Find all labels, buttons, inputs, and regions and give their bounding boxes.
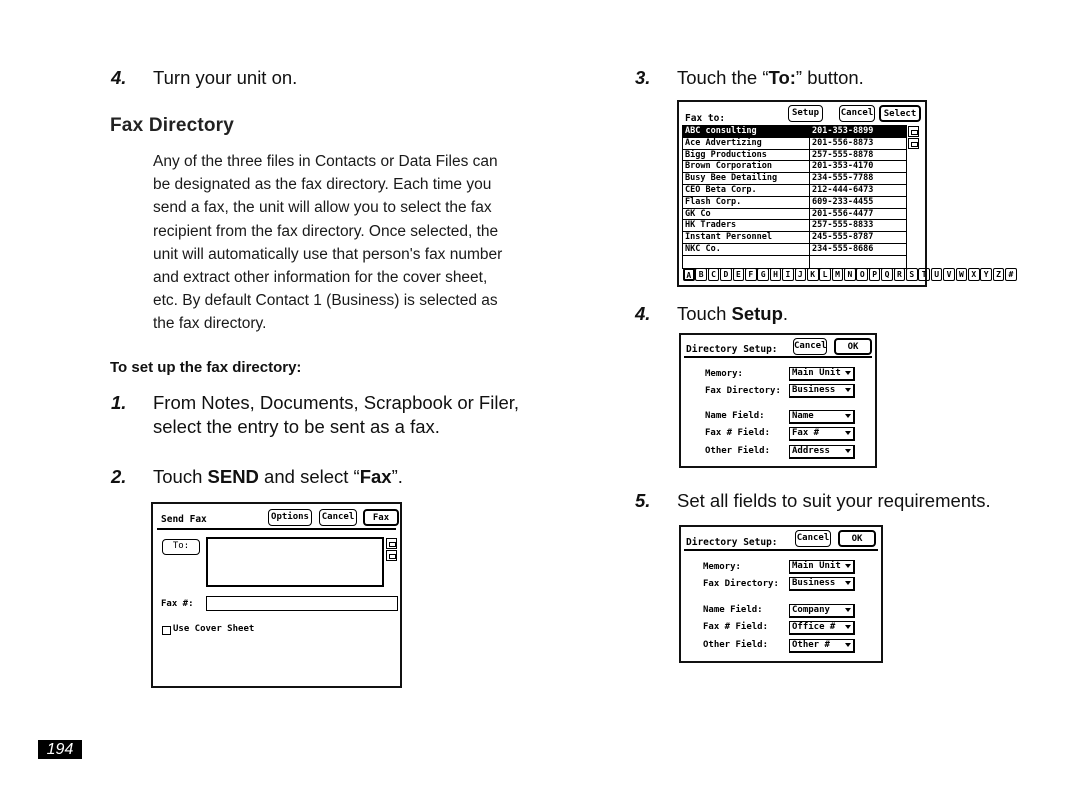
memory-select[interactable]	[789, 560, 855, 574]
alphabet-tab[interactable]: Y	[980, 268, 992, 281]
memory-label: Memory:	[703, 562, 741, 572]
name-field-select[interactable]	[789, 604, 855, 618]
entry-name	[683, 256, 810, 268]
entry-name: GK Co	[683, 209, 810, 220]
step-number: 4.	[111, 67, 127, 88]
alphabet-tab[interactable]: O	[856, 268, 868, 281]
entry-phone: 257-555-8833	[812, 220, 874, 231]
alphabet-tab[interactable]: T	[918, 268, 930, 281]
select-value: Other #	[792, 640, 830, 650]
paragraph-line: be designated as the fax directory. Each time you	[153, 176, 492, 194]
alphabet-tab[interactable]: #	[1005, 268, 1017, 281]
select-value: Main Unit	[792, 368, 841, 378]
select-value: Fax #	[792, 428, 820, 438]
step-text	[677, 66, 864, 90]
name-field-label: Name Field:	[703, 605, 763, 615]
select-value: Address	[792, 446, 830, 456]
entry-phone: 212-444-6473	[812, 184, 874, 195]
dropdown-arrow-icon	[845, 388, 851, 392]
cancel-button[interactable]: Cancel	[793, 338, 827, 355]
scroll-up-icon[interactable]	[908, 126, 919, 137]
memory-label: Memory:	[705, 369, 743, 379]
title-divider	[684, 549, 878, 551]
ok-button[interactable]: OK	[834, 338, 872, 355]
entry-phone: 245-555-8787	[812, 232, 874, 243]
text: Touch the “	[677, 67, 769, 88]
alphabet-tab[interactable]: K	[807, 268, 819, 281]
alphabet-tab[interactable]: H	[770, 268, 782, 281]
directory-entry[interactable]	[683, 185, 906, 197]
entry-name: ABC consulting	[683, 126, 810, 137]
dropdown-arrow-icon	[845, 581, 851, 585]
alphabet-tab[interactable]: R	[894, 268, 906, 281]
paragraph-line: send a fax, the unit will allow you to select the fax	[153, 199, 492, 217]
procedure-title: To set up the fax directory:	[110, 359, 302, 376]
entry-phone: 234-555-7788	[812, 173, 874, 184]
alphabet-tab[interactable]: G	[757, 268, 769, 281]
cover-sheet-label: Use Cover Sheet	[173, 624, 255, 634]
alphabet-tab[interactable]: N	[844, 268, 856, 281]
step-text-line: select the entry to be sent as a fax.	[153, 416, 440, 437]
dropdown-arrow-icon	[845, 564, 851, 568]
fax-number-field-label: Fax # Field:	[705, 428, 771, 438]
to-keyword: To:	[768, 67, 796, 88]
directory-entry[interactable]	[683, 150, 906, 162]
alphabet-tab[interactable]: X	[968, 268, 980, 281]
directory-entry[interactable]	[683, 138, 906, 150]
entry-phone: 257-555-8878	[812, 149, 874, 160]
entry-name: NKC Co.	[683, 244, 810, 255]
alphabet-tab[interactable]: Z	[993, 268, 1005, 281]
directory-entry[interactable]	[683, 173, 906, 185]
text: ”.	[391, 466, 403, 487]
alphabet-tab[interactable]: I	[782, 268, 794, 281]
paragraph-line: the fax directory.	[153, 315, 267, 333]
text: Touch	[677, 303, 732, 324]
dialog-title: Send Fax	[161, 514, 207, 525]
directory-setup-dialog-default	[679, 333, 877, 468]
alphabet-tab[interactable]: U	[931, 268, 943, 281]
entry-name: Ace Advertizing	[683, 138, 810, 149]
select-value: Office #	[792, 622, 836, 632]
entry-phone: 201-353-4170	[812, 161, 874, 172]
entry-name: Flash Corp.	[683, 197, 810, 208]
step-5	[635, 489, 991, 513]
dialog-title: Directory Setup:	[686, 537, 778, 548]
entry-name: Busy Bee Detailing	[683, 173, 810, 184]
step-4-setup	[635, 302, 788, 326]
setup-keyword: Setup	[731, 303, 783, 324]
step-number: 3.	[635, 67, 651, 88]
entry-name: CEO Beta Corp.	[683, 185, 810, 196]
title-divider	[157, 528, 396, 530]
fax-directory-select[interactable]	[789, 577, 855, 591]
entry-name: HK Traders	[683, 220, 810, 231]
step-3	[635, 66, 864, 90]
intro-paragraph	[153, 150, 553, 336]
memory-select[interactable]	[789, 367, 855, 381]
to-button[interactable]: To:	[162, 539, 200, 555]
other-field-select[interactable]	[789, 639, 855, 653]
alphabet-tab[interactable]: W	[956, 268, 968, 281]
dropdown-arrow-icon	[845, 625, 851, 629]
fax-number-field-label: Fax # Field:	[703, 622, 769, 632]
text: Touch	[153, 466, 208, 487]
send-fax-dialog	[151, 502, 402, 688]
other-field-select[interactable]	[789, 445, 855, 459]
text: and select “	[258, 466, 360, 487]
directory-setup-dialog-configured	[679, 525, 883, 663]
fax-directory-list[interactable]	[682, 125, 907, 269]
directory-entry[interactable]	[683, 244, 906, 256]
directory-entry[interactable]	[683, 126, 906, 138]
directory-entry[interactable]	[683, 161, 906, 173]
directory-entry[interactable]	[683, 209, 906, 221]
dropdown-arrow-icon	[845, 608, 851, 612]
setup-button[interactable]: Setup	[788, 105, 823, 122]
step-number: 2.	[111, 466, 127, 487]
select-button[interactable]: Select	[879, 105, 921, 122]
dialog-title: Directory Setup:	[686, 344, 778, 355]
other-field-label: Other Field:	[705, 446, 771, 456]
directory-entry[interactable]	[683, 220, 906, 232]
dialog-title: Fax to:	[685, 113, 726, 124]
paragraph-line: recipient from the fax directory. Once selected, the	[153, 222, 499, 240]
text: .	[782, 303, 789, 324]
dropdown-arrow-icon	[845, 431, 851, 435]
step-number: 4.	[635, 303, 651, 324]
text: ” button.	[795, 67, 864, 88]
scroll-down-icon[interactable]	[386, 550, 397, 561]
scroll-down-icon[interactable]	[908, 138, 919, 149]
step-2	[111, 465, 403, 489]
paragraph-line: Any of the three files in Contacts or Data Files can	[153, 153, 498, 170]
cover-sheet-checkbox[interactable]	[162, 626, 171, 635]
entry-phone: 201-556-4477	[812, 208, 874, 219]
fax-keyword: Fax	[359, 466, 392, 487]
cancel-button[interactable]: Cancel	[319, 509, 357, 526]
fax-number-input[interactable]	[206, 596, 398, 611]
select-value: Business	[792, 385, 836, 395]
alphabet-tab[interactable]: L	[819, 268, 831, 281]
select-value: Business	[792, 578, 836, 588]
alphabet-index[interactable]	[683, 268, 1018, 281]
select-value: Company	[792, 605, 830, 615]
to-recipients-field[interactable]	[206, 537, 384, 587]
fax-number-label: Fax #:	[161, 599, 194, 609]
paragraph-line: and extract other information for the cover sheet,	[153, 269, 488, 287]
send-keyword: SEND	[207, 466, 259, 487]
entry-name: Bigg Productions	[683, 150, 810, 161]
step-text-line: From Notes, Documents, Scrapbook or Filer,	[153, 392, 520, 413]
step-4-turn-on	[111, 66, 297, 90]
alphabet-tab[interactable]: M	[832, 268, 844, 281]
dropdown-arrow-icon	[845, 414, 851, 418]
entry-phone	[810, 256, 812, 268]
cancel-button[interactable]: Cancel	[839, 105, 875, 122]
options-button[interactable]: Options	[268, 509, 312, 526]
fax-directory-label: Fax Directory:	[705, 386, 781, 396]
step-text	[677, 302, 788, 326]
dropdown-arrow-icon	[845, 643, 851, 647]
step-text: Turn your unit on.	[153, 67, 298, 88]
other-field-label: Other Field:	[703, 640, 769, 650]
fax-to-dialog	[677, 100, 1014, 287]
paragraph-line: etc. By default Contact 1 (Business) is selected as	[153, 292, 498, 310]
scroll-up-icon[interactable]	[386, 538, 397, 549]
entry-phone: 201-556-8873	[812, 137, 874, 148]
step-1	[111, 391, 519, 439]
entry-phone: 609-233-4455	[812, 196, 874, 207]
alphabet-tab[interactable]: V	[943, 268, 955, 281]
directory-entry[interactable]	[683, 256, 906, 268]
page-number-badge: 194	[38, 740, 82, 759]
directory-entry[interactable]	[683, 232, 906, 244]
alphabet-tab[interactable]: C	[708, 268, 720, 281]
select-value: Main Unit	[792, 561, 841, 571]
alphabet-tab[interactable]: B	[695, 268, 707, 281]
fax-button[interactable]: Fax	[363, 509, 399, 526]
section-title: Fax Directory	[110, 115, 235, 136]
dropdown-arrow-icon	[845, 371, 851, 375]
entry-phone: 234-555-8686	[812, 243, 874, 254]
entry-name: Instant Personnel	[683, 232, 810, 243]
paragraph-line: unit will automatically use that person's fax number	[153, 245, 503, 263]
alphabet-tab[interactable]: S	[906, 268, 918, 281]
alphabet-tab[interactable]: J	[795, 268, 807, 281]
step-text: Set all fields to suit your requirements.	[677, 490, 991, 511]
alphabet-tab[interactable]: A	[683, 268, 695, 281]
fax-directory-select[interactable]	[789, 384, 855, 398]
name-field-label: Name Field:	[705, 411, 765, 421]
cancel-button[interactable]: Cancel	[795, 530, 831, 547]
fax-number-field-select[interactable]	[789, 621, 855, 635]
entry-name: Brown Corporation	[683, 161, 810, 172]
alphabet-tab[interactable]: F	[745, 268, 757, 281]
title-divider	[684, 356, 872, 358]
name-field-select[interactable]	[789, 410, 855, 424]
fax-number-field-select[interactable]	[789, 427, 855, 441]
fax-directory-label: Fax Directory:	[703, 579, 779, 589]
alphabet-tab[interactable]: E	[733, 268, 745, 281]
alphabet-tab[interactable]: D	[720, 268, 732, 281]
alphabet-tab[interactable]: Q	[881, 268, 893, 281]
entry-phone: 201-353-8899	[812, 126, 874, 136]
step-number: 1.	[111, 392, 127, 413]
step-text	[153, 465, 403, 489]
ok-button[interactable]: OK	[838, 530, 876, 547]
directory-entry[interactable]	[683, 197, 906, 209]
alphabet-tab[interactable]: P	[869, 268, 881, 281]
select-value: Name	[792, 411, 814, 421]
dropdown-arrow-icon	[845, 449, 851, 453]
step-number: 5.	[635, 490, 651, 511]
